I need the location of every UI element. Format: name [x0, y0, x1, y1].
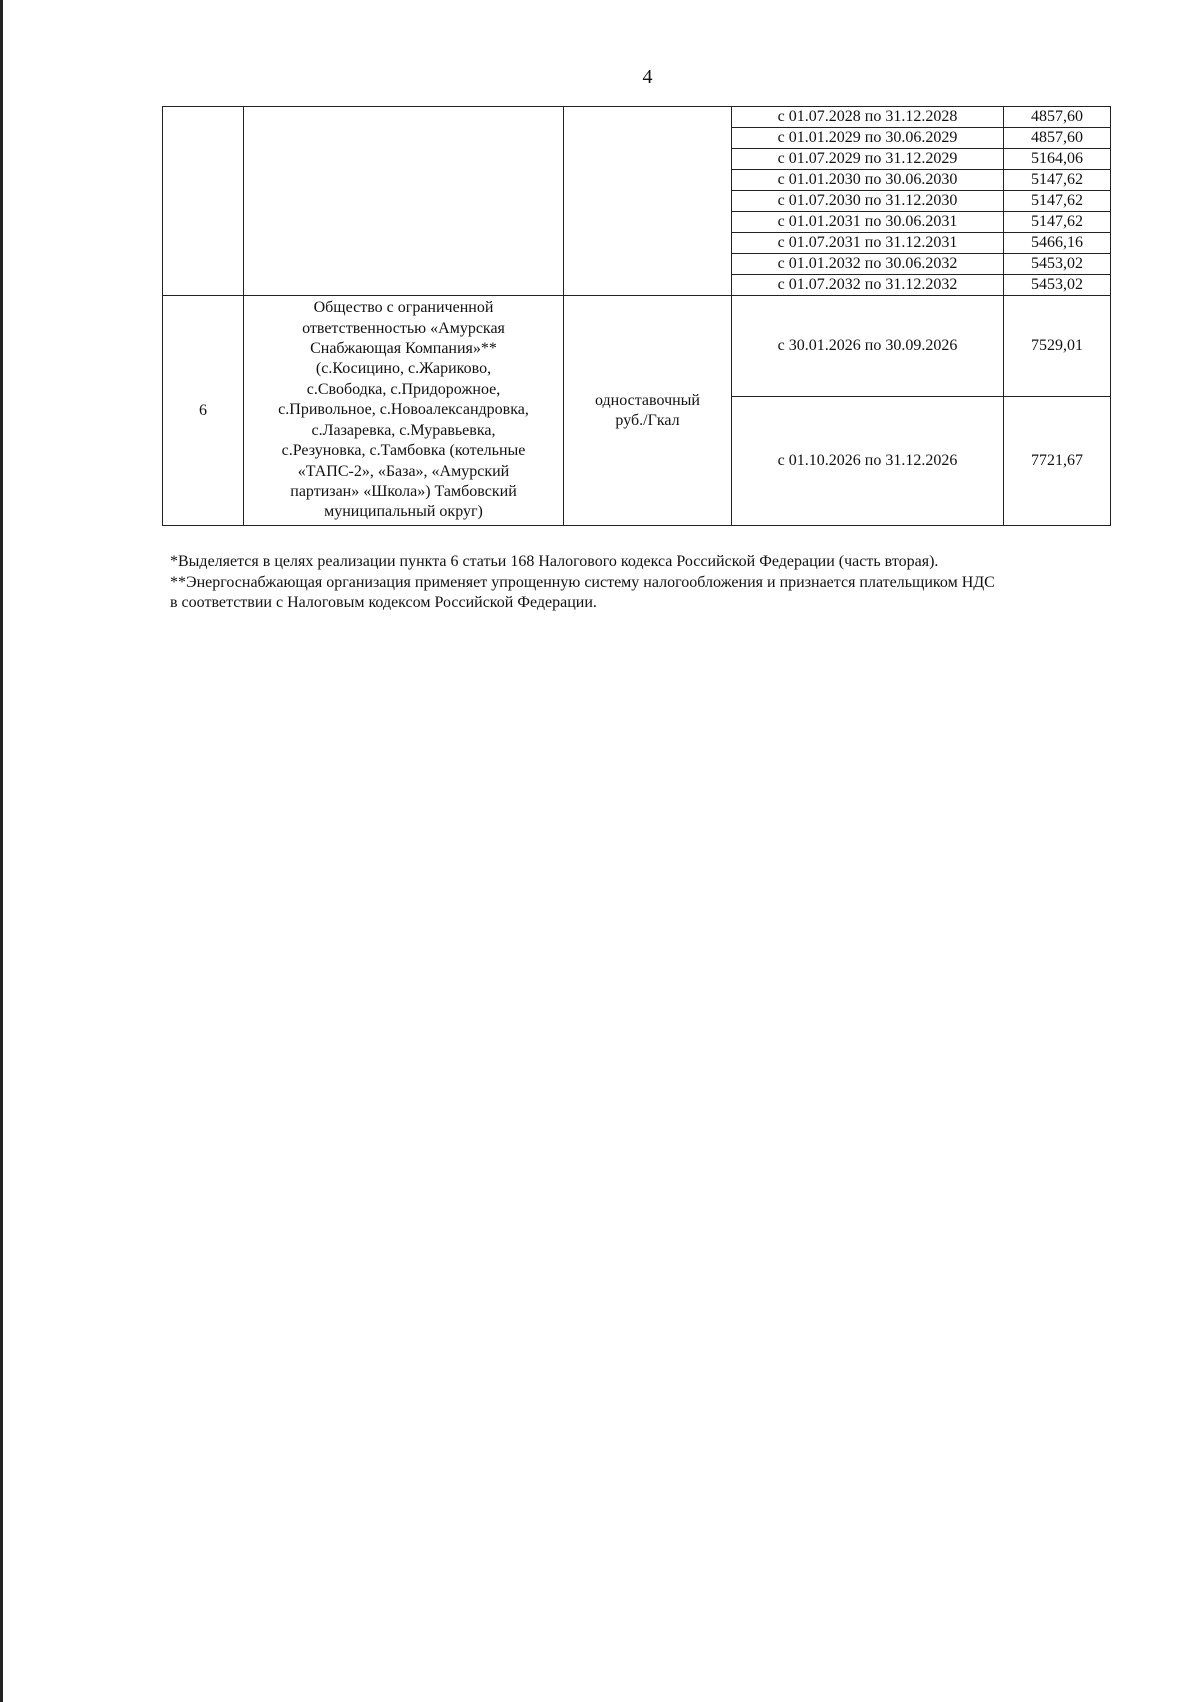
- tariff-table: [162, 106, 1111, 526]
- period-cell: с 01.01.2031 по 30.06.2031: [732, 212, 1004, 233]
- tariff-unit: руб./Гкал: [615, 411, 680, 429]
- value-cell: 5453,02: [1004, 254, 1111, 275]
- period-cell: с 01.01.2029 по 30.06.2029: [732, 128, 1004, 149]
- period-cell: с 30.01.2026 по 30.09.2026: [732, 296, 1004, 397]
- tariff-type: одноставочный: [595, 391, 700, 409]
- value-cell: 5147,62: [1004, 170, 1111, 191]
- footnote-2-line-1: **Энергоснабжающая организация применяет упрощенную систему налогообложения и признается плательщиком НДС: [170, 574, 995, 591]
- period-cell: с 01.01.2032 по 30.06.2032: [732, 254, 1004, 275]
- value-cell: 5164,06: [1004, 149, 1111, 170]
- row-number: 6: [163, 296, 244, 526]
- value-cell: 4857,60: [1004, 128, 1111, 149]
- value-cell: 5147,62: [1004, 212, 1111, 233]
- period-cell: с 01.01.2030 по 30.06.2030: [732, 170, 1004, 191]
- value-cell: 5453,02: [1004, 275, 1111, 296]
- organization-cell: [244, 296, 564, 526]
- value-cell: 5466,16: [1004, 233, 1111, 254]
- org-line: с.Лазаревка, с.Муравьевка,: [311, 421, 496, 439]
- org-line: ответственностью «Амурская: [302, 319, 505, 337]
- footnote-2-line-2: в соответствии с Налоговым кодексом Российской Федерации.: [170, 594, 597, 611]
- period-cell: с 01.07.2031 по 31.12.2031: [732, 233, 1004, 254]
- table-row: [163, 107, 1111, 128]
- period-cell: с 01.07.2029 по 31.12.2029: [732, 149, 1004, 170]
- number-cell: [163, 107, 244, 296]
- period-cell: с 01.07.2028 по 31.12.2028: [732, 107, 1004, 128]
- page-number: 4: [642, 66, 653, 88]
- period-cell: с 01.07.2032 по 31.12.2032: [732, 275, 1004, 296]
- period-cell: с 01.07.2030 по 31.12.2030: [732, 191, 1004, 212]
- value-cell: 4857,60: [1004, 107, 1111, 128]
- period-cell: с 01.10.2026 по 31.12.2026: [732, 397, 1004, 526]
- value-cell: 5147,62: [1004, 191, 1111, 212]
- org-line: с.Привольное, с.Новоалександровка,: [278, 401, 529, 419]
- organization-cell: [244, 107, 564, 296]
- org-line: «ТАПС-2», «База», «Амурский: [297, 462, 510, 480]
- tariff-type-cell: [564, 107, 732, 296]
- table-row: [163, 296, 1111, 397]
- org-line: муниципальный округ): [324, 503, 483, 521]
- org-line: партизан» «Школа») Тамбовский: [290, 482, 517, 500]
- org-line: с.Резуновка, с.Тамбовка (котельные: [281, 442, 526, 460]
- footnote-1: *Выделяется в целях реализации пункта 6 статьи 168 Налогового кодекса Российской Федерации (часть вторая).: [170, 553, 939, 570]
- org-line: с.Свободка, с.Придорожное,: [306, 380, 501, 398]
- org-line: Общество с ограниченной: [313, 299, 494, 317]
- org-line: Снабжающая Компания»**: [310, 340, 497, 358]
- footnotes: [170, 552, 1130, 613]
- value-cell: 7529,01: [1004, 296, 1111, 397]
- org-line: (с.Косицино, с.Жариково,: [315, 360, 492, 378]
- tariff-type-cell: [564, 296, 732, 526]
- value-cell: 7721,67: [1004, 397, 1111, 526]
- scan-edge: [0, 0, 3, 1702]
